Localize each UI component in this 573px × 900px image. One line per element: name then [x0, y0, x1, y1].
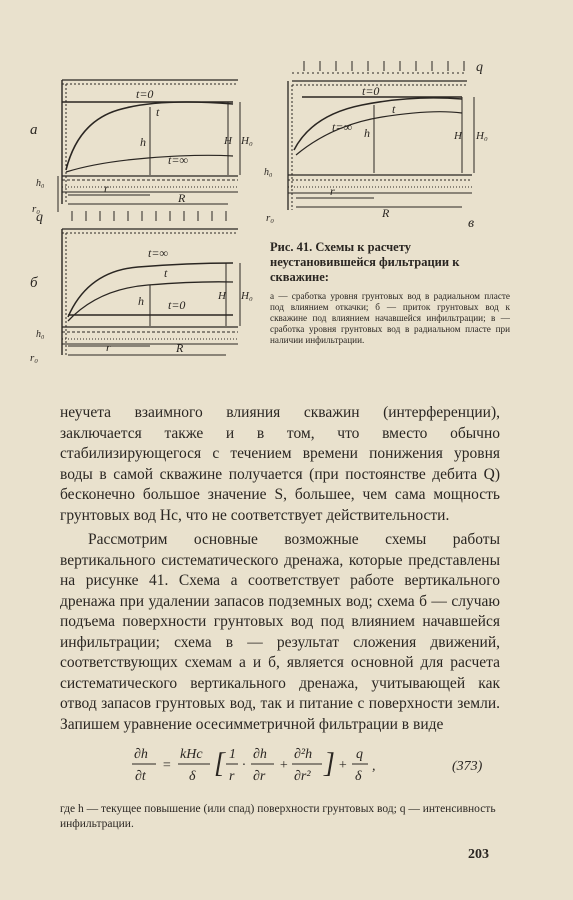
body-text	[60, 403, 500, 735]
eq-plus-2: +	[338, 758, 348, 773]
panel-b-H0: H₀	[241, 290, 253, 302]
panel-v-q: q	[476, 60, 483, 75]
panel-b-r: r	[106, 340, 111, 354]
paragraph-1: неучета взаимного влияния скважин (интерференции), заключается также и в том, что вместо обычно стабилизирующегося с течением времени понижения уровня воды в самой скважине получается (при постоянстве дебита Q) бесконечно большое значение S, большее, чем сама мощность грунтовых вод Hс, что не соответствует действительности.	[60, 404, 500, 524]
footnote: где h — текущее повышение (или спад) поверхности грунтовых вод; q — интенсивность инфильтрации.	[60, 803, 496, 830]
figure-panel-a	[28, 72, 258, 222]
panel-b-q: q	[36, 210, 43, 225]
eq-equals: =	[162, 758, 172, 773]
figure-panel-b	[28, 205, 258, 365]
equation-number: (373)	[452, 759, 483, 774]
panel-a-r0: r₀	[32, 203, 41, 215]
panel-a-label: а	[30, 122, 38, 138]
panel-a-H0: H₀	[241, 135, 253, 147]
panel-v-h: h	[364, 126, 370, 140]
eq-k-num: kHс	[180, 747, 203, 762]
eq-t1-num: 1	[229, 747, 236, 762]
panel-v-tinf: t=∞	[332, 120, 352, 134]
panel-b-tinf: t=∞	[148, 246, 168, 260]
eq-k-den: δ	[189, 769, 196, 784]
panel-b-R: R	[176, 341, 184, 355]
eq-t3-den: ∂r²	[294, 769, 311, 784]
figure-panel-v	[262, 55, 492, 235]
panel-v-label: в	[468, 216, 475, 231]
eq-comma: ,	[372, 759, 376, 774]
equation-373	[130, 740, 510, 790]
panel-b-t0: t=0	[168, 298, 186, 312]
page-number: 203	[468, 847, 489, 862]
panel-a-t0: t=0	[136, 87, 154, 101]
panel-b-h0: h₀	[36, 329, 45, 340]
panel-b-label: б	[30, 275, 38, 291]
panel-a-h0: h₀	[36, 178, 45, 189]
eq-t3-num: ∂²h	[294, 747, 313, 762]
eq-lhs-num: ∂h	[134, 747, 148, 762]
figure-caption	[270, 240, 510, 346]
panel-v-H0: H₀	[476, 130, 488, 142]
figure-legend: а — сработка уровня грунтовых вод в радиальном пласте под влиянием откачки; б — приток грунтовых вод к скважине под влиянием начавшейся инфильтрации; в — сработка уровня грунтовых вод в радиальном пласте при наличии инфильтрации.	[270, 291, 510, 345]
panel-v-r0: r₀	[266, 212, 275, 224]
panel-v-t: t	[392, 102, 396, 116]
eq-t2-num: ∂h	[253, 747, 267, 762]
panel-a-h: h	[140, 135, 146, 149]
panel-b-t: t	[164, 266, 168, 280]
panel-v-h0: h₀	[264, 167, 273, 178]
panel-v-H: H	[454, 130, 462, 142]
panel-v-r: r	[330, 184, 335, 198]
eq-plus: +	[279, 758, 289, 773]
paragraph-2: Рассмотрим основные возможные схемы работы вертикального систематического дренажа, которые представлены на рисунке 41. Схема а соответствует работе вертикального дренажа при удалении запасов подземных вод; схема б — случаю подъема поверхности грунтовых вод под влиянием начавшейся инфильтрации; схема в — результат сложения движений, соответствующих схемам а и б, является основной для расчета систематического вертикального дренажа, учитывающей как отвод запасов грунтовых вод, так и питание с поверхности земли. Запишем уравнение осесимметричной фильтрации в виде	[60, 531, 500, 733]
figure-title: Рис. 41. Схемы к расчету неустановившейся фильтрации к скважине:	[270, 240, 460, 284]
panel-a-tinf: t=∞	[168, 153, 188, 167]
panel-b-h: h	[138, 294, 144, 308]
svg-text:[: [	[214, 748, 225, 779]
panel-a-H: H	[224, 135, 232, 147]
eq-q-den: δ	[355, 769, 362, 784]
panel-a-t: t	[156, 105, 160, 119]
eq-q-num: q	[356, 747, 363, 762]
svg-text:]: ]	[324, 748, 335, 779]
eq-t2-den: ∂r	[253, 769, 266, 784]
eq-t1-den: r	[229, 769, 235, 784]
panel-b-r0: r₀	[30, 352, 39, 364]
eq-dot: ·	[242, 758, 246, 773]
panel-v-R: R	[382, 206, 390, 220]
panel-a-R: R	[178, 191, 186, 205]
panel-b-H: H	[218, 290, 226, 302]
panel-v-t0: t=0	[362, 84, 380, 98]
eq-lhs-den: ∂t	[135, 769, 146, 784]
panel-a-r: r	[104, 181, 109, 195]
